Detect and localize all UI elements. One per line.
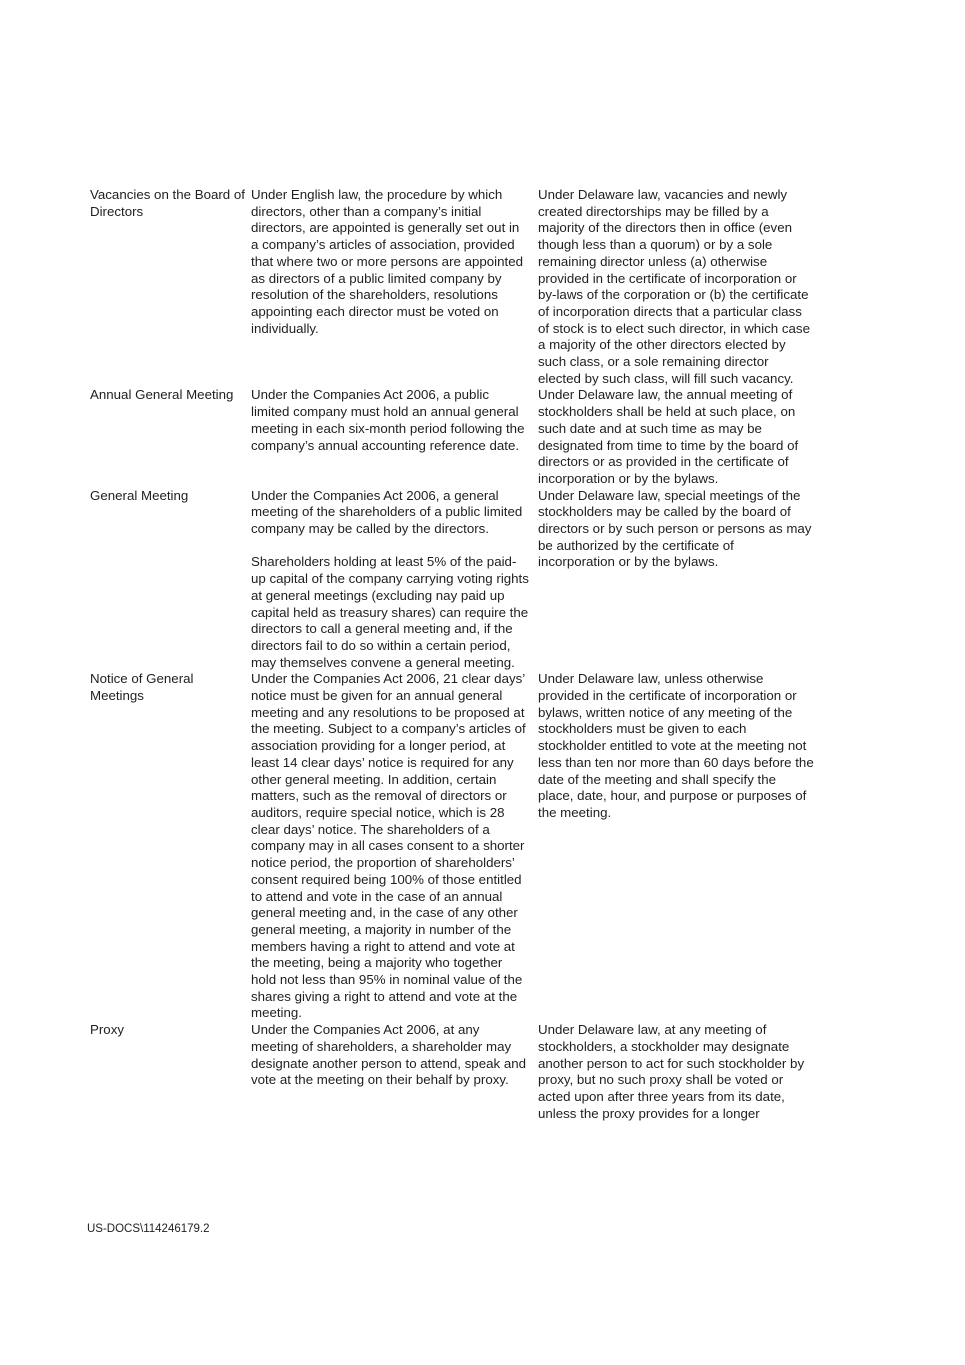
table-row — [90, 387, 814, 487]
table-row — [90, 187, 814, 387]
table-row — [90, 1022, 814, 1122]
english-law-paragraph: Under the Companies Act 2006, at any meeting of shareholders, a shareholder may designate another person to attend, speak and vote at the meeting on their behalf by proxy. — [251, 1022, 527, 1088]
row-label — [90, 671, 251, 704]
delaware-law-paragraph: Under Delaware law, the annual meeting of stockholders shall be held at such place, on such date and at such time as may be designated from time to time by the board of directors or as provided in the certificate of incorporation or by the bylaws. — [538, 387, 799, 486]
english-law-paragraph: Under English law, the procedure by which directors, other than a company’s initial directors, are appointed is generally set out in a company’s articles of association, provided that where two or more persons are appointed as directors of a public limited company by resolution of the shareholders, resolutions appointing each director must be voted on individually. — [251, 187, 524, 336]
row-label-text: Annual General Meeting — [90, 387, 234, 403]
english-law-paragraph: Under the Companies Act 2006, 21 clear days’ notice must be given for an annual general meeting and any resolutions to be proposed at the meeting. Subject to a company’s articles of association providing for a longer period, at least 14 clear days’ notice is required for any other general meeting. In addition, certain matters, such as the removal of directors or auditors, require special notice, which is 28 clear days’ notice. The shareholders of a company may in all cases consent to a shorter notice period, the proportion of shareholders’ consent required being 100% of those entitled to attend and vote in the case of an annual general meeting and, in the case of any other general meeting, a majority in number of the members having a right to attend and vote at the meeting, being a majority who together hold not less than 95% in nominal value of the shares giving a right to attend and vote at the meeting. — [251, 671, 526, 1021]
english-law-cell — [251, 1022, 538, 1089]
table-row — [90, 488, 814, 672]
english-law-cell — [251, 488, 538, 672]
row-label — [90, 187, 251, 220]
english-law-cell — [251, 671, 538, 1022]
english-law-paragraph: Under the Companies Act 2006, a general meeting of the shareholders of a public limited company may be called by the directors. — [251, 487, 523, 537]
row-label — [90, 1022, 251, 1039]
document-control-number: US-DOCS\114246179.2 — [87, 1223, 210, 1235]
table-row — [90, 671, 814, 1022]
delaware-law-paragraph: Under Delaware law, unless otherwise provided in the certificate of incorporation or bylaws, written notice of any meeting of the stockholders must be given to each stockholder entitled to vote at the meeting not less than ten nor more than 60 days before the date of the meeting and shall specify the place, date, hour, and purpose or purposes of the meeting. — [538, 671, 814, 820]
row-label-text: General Meeting — [90, 487, 189, 503]
delaware-law-paragraph: Under Delaware law, at any meeting of stockholders, a stockholder may designate another person to act for such stockholder by proxy, but no such proxy shall be voted or acted upon after three years from its date, unless the proxy provides for a longer — [538, 1022, 805, 1121]
delaware-law-cell — [538, 1022, 814, 1122]
delaware-law-cell — [538, 187, 814, 387]
english-law-paragraph: Shareholders holding at least 5% of the paid-up capital of the company carrying voting rights at general meetings (excluding nay paid up capital held as treasury shares) can require the directors to call a general meeting and, if the directors fail to do so within a certain period, may themselves convene a general meeting. — [251, 554, 529, 670]
row-label-text: Proxy — [90, 1022, 124, 1038]
row-label — [90, 387, 251, 404]
delaware-law-cell — [538, 671, 814, 821]
delaware-law-cell — [538, 488, 814, 572]
row-label-text: Notice of General Meetings — [90, 671, 194, 704]
english-law-cell — [251, 387, 538, 454]
english-law-paragraph: Under the Companies Act 2006, a public limited company must hold an annual general meeting in each six-month period following the company’s annual accounting reference date. — [251, 387, 525, 453]
delaware-law-paragraph: Under Delaware law, vacancies and newly created directorships may be filled by a majority of the directors then in office (even though less than a quorum) or by a sole remaining director unless (a) otherwise provided in the certificate of incorporation or by-laws of the corporation or (b) the certificate of incorporation directs that a particular class of stock is to elect such director, in which case a majority of the other directors elected by such class, or a sole remaining director elected by such class, will fill such vacancy. — [538, 187, 810, 386]
law-comparison-table — [90, 187, 814, 1122]
row-label-text: Vacancies on the Board of Directors — [90, 187, 245, 219]
delaware-law-cell — [538, 387, 814, 487]
delaware-law-paragraph: Under Delaware law, special meetings of the stockholders may be called by the board of directors or by such person or persons as may be authorized by the certificate of incorporation or by the bylaws. — [538, 487, 812, 570]
row-label — [90, 488, 251, 505]
english-law-cell — [251, 187, 538, 337]
